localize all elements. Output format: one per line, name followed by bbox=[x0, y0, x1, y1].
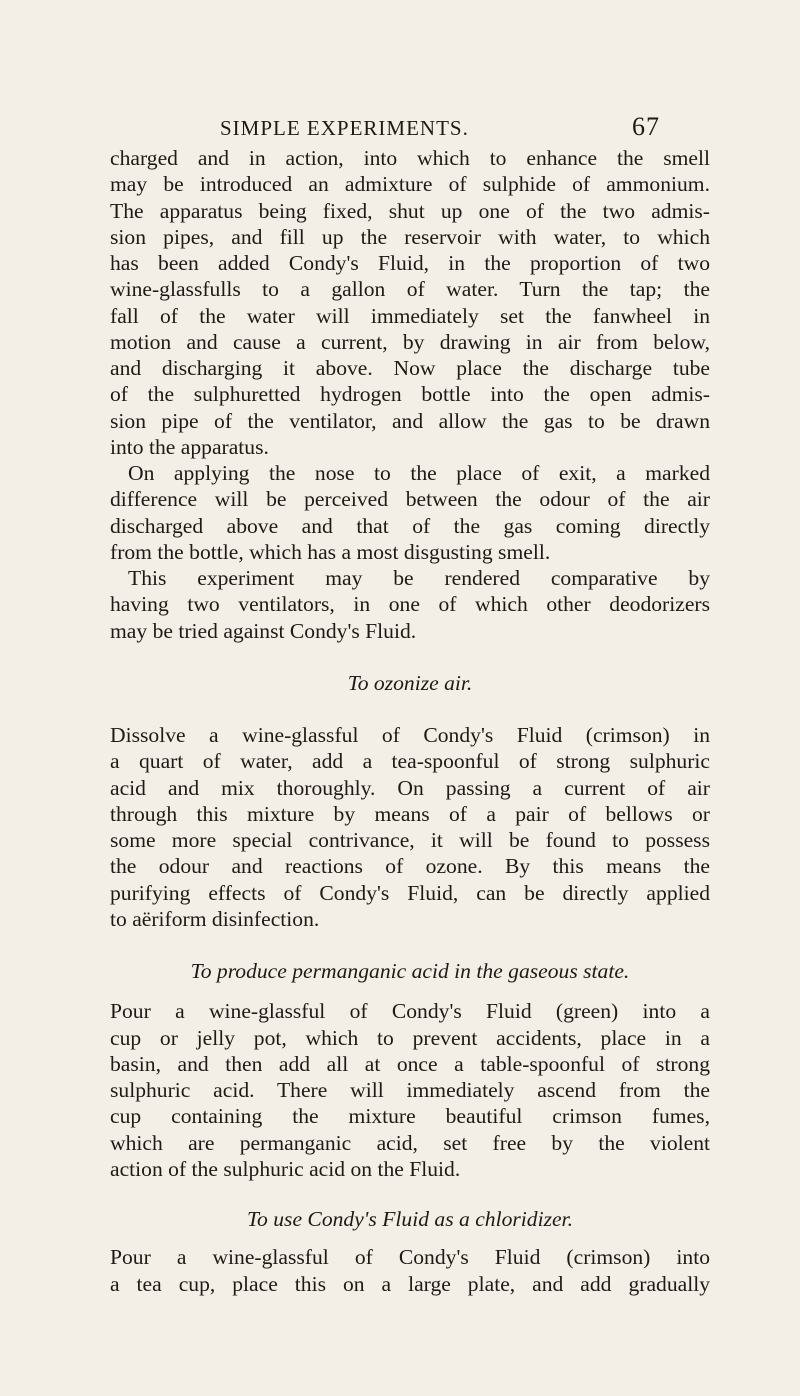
text-line: basin, and then add all at once a table-spoonful of strong bbox=[110, 1051, 710, 1076]
text-line: to aëriform disinfection. bbox=[110, 906, 320, 931]
text-line: sion pipes, and fill up the reservoir with water, to which bbox=[110, 224, 710, 249]
text-line: through this mixture by means of a pair of bellows or bbox=[110, 801, 710, 826]
text-line: fall of the water will immediately set the fanwheel in bbox=[110, 303, 710, 328]
text-line: Pour a wine-glassful of Condy's Fluid (green) into a bbox=[110, 999, 710, 1024]
text-line: and discharging it above. Now place the discharge tube bbox=[110, 356, 710, 380]
text-line: The apparatus being fixed, shut up one of the two admis- bbox=[110, 198, 710, 223]
section-heading-ozonize: To ozonize air. bbox=[347, 670, 473, 695]
text-line: difference will be perceived between the odour of the air bbox=[110, 487, 710, 512]
text-line: sion pipe of the ventilator, and allow the gas to be drawn bbox=[110, 408, 710, 433]
body-text bbox=[110, 145, 710, 1297]
running-head bbox=[220, 112, 660, 144]
running-title: SIMPLE EXPERIMENTS. bbox=[220, 116, 469, 140]
text-line: of the sulphuretted hydrogen bottle into the open admis- bbox=[110, 382, 710, 407]
text-line: may be tried against Condy's Fluid. bbox=[110, 618, 417, 643]
text-line: a quart of water, add a tea-spoonful of strong sulphuric bbox=[110, 749, 710, 774]
section-heading-chloridizer: To use Condy's Fluid as a chloridizer. bbox=[247, 1207, 573, 1231]
text-line: wine-glassfulls to a gallon of water. Turn the tap; the bbox=[110, 277, 710, 302]
section-heading-permanganic: To produce permanganic acid in the gaseous state. bbox=[190, 959, 630, 983]
text-line: purifying effects of Condy's Fluid, can be directly applied bbox=[110, 880, 710, 905]
text-line: which are permanganic acid, set free by the violent bbox=[110, 1130, 710, 1155]
page-number: 67 bbox=[632, 112, 660, 141]
text-line: This experiment may be rendered comparative by bbox=[128, 566, 710, 590]
text-line: On applying the nose to the place of exit, a marked bbox=[128, 461, 710, 485]
text-line: sulphuric acid. There will immediately ascend from the bbox=[110, 1078, 710, 1102]
text-line: some more special contrivance, it will be found to possess bbox=[110, 828, 710, 852]
text-line: action of the sulphuric acid on the Fluid. bbox=[110, 1156, 461, 1181]
text-line: charged and in action, into which to enhance the smell bbox=[110, 146, 710, 170]
text-line: Pour a wine-glassful of Condy's Fluid (crimson) into bbox=[110, 1245, 710, 1270]
text-line: a tea cup, place this on a large plate, and add gradually bbox=[110, 1271, 710, 1296]
text-line: discharged above and that of the gas coming directly bbox=[110, 513, 710, 538]
text-line: has been added Condy's Fluid, in the proportion of two bbox=[110, 251, 710, 275]
text-line: Dissolve a wine-glassful of Condy's Fluid (crimson) in bbox=[110, 723, 710, 747]
text-line: cup or jelly pot, which to prevent accidents, place in a bbox=[110, 1025, 710, 1050]
text-line: cup containing the mixture beautiful crimson fumes, bbox=[110, 1104, 710, 1129]
text-line: the odour and reactions of ozone. By this means the bbox=[110, 854, 710, 879]
text-line: acid and mix thoroughly. On passing a current of air bbox=[110, 775, 710, 800]
text-line: may be introduced an admixture of sulphide of ammonium. bbox=[110, 172, 710, 197]
text-line: from the bottle, which has a most disgusting smell. bbox=[110, 539, 551, 564]
text-line: motion and cause a current, by drawing in air from below, bbox=[110, 329, 710, 354]
text-line: into the apparatus. bbox=[110, 434, 269, 459]
text-line: having two ventilators, in one of which other deodorizers bbox=[110, 592, 710, 617]
